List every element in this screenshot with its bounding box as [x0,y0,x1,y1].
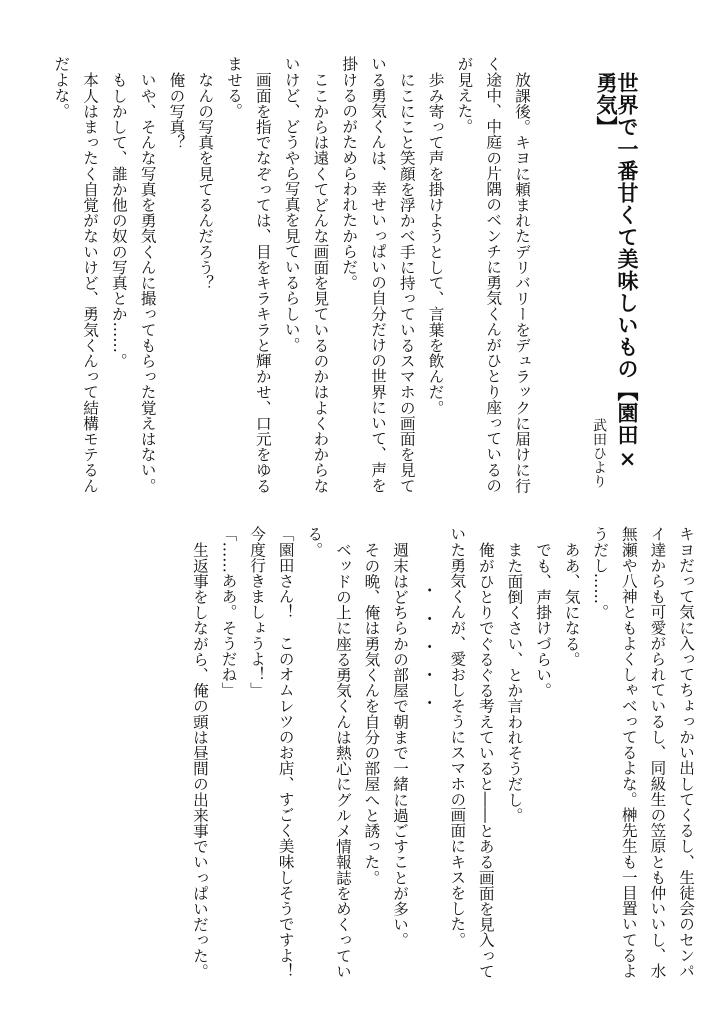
author-name: 武田ひより [591,418,607,488]
dialogue-line: 「……ああ。そうだね」 [219,526,238,698]
paragraph: ああ、気になる。 [562,541,581,667]
bottom-text-column [20,526,700,995]
scene-separator: ・・・・・ [419,582,438,723]
paragraph: 放課後。キヨに頼まれたデリバリーをデュラックに届けに行く途中、中庭の片隅のベンチに勇気くんがひとり座っているのが見えた。 [455,56,531,493]
dialogue-line: 「園田さん！ このオムレツのお店、すごく美味しそうですよ！ 今度行きましょうよ！」 [248,526,295,995]
paragraph: また面倒くさい、とか言われそうだし。 [505,541,524,823]
paragraph: 俺がひとりでぐるぐる考えていると――とある画面を見入っていた勇気くんが、愛おしそうにスマホの画面にキスをした。 [448,526,495,979]
paragraph: もしかして、誰か他の奴の写真とか……。 [109,71,128,368]
paragraph: 週末はどちらかの部屋で朝まで一緒に過ごすことが多い。 [391,541,410,948]
paragraph: なんの写真を見てるんだろう？ [196,71,215,290]
paragraph: でも、声掛けづらい。 [534,541,553,698]
paragraph: 画面を指でなぞっては、目をキラキラと輝かせ、口元をゆるませる。 [225,56,272,493]
paragraph: その晩、俺は勇気くんを自分の部屋へと誘った。 [362,541,381,885]
paragraph: にこにこと笑顔を浮かべ手に持っているスマホの画面を見ている勇気くんは、幸せいっぱいの自分だけの世界にいて、声を掛けるのがためらわれたからだ。 [340,56,416,493]
top-text-column [16,56,536,508]
paragraph: 歩み寄って声を掛けようとして、言葉を飲んだ。 [426,71,445,415]
paragraph: キヨだって気に入ってちょっかい出してくるし、生徒会のセンパイ達からも可愛がられているし、同級生の笠原とも仲いいし、水無瀬や八神ともよくしゃべってるよな。榊先生も一目置いてるようだし……。 [591,526,695,979]
paragraph: ベッドの上に座る勇気くんは熱心にグルメ情報誌をめくっている。 [305,526,352,979]
paragraph: 俺の写真？ [167,71,186,150]
paragraph: ここからは遠くてどんな画面を見ているのかはよくわからないけど、どうやら写真を見ているらしい。 [282,56,330,493]
paragraph: 本人はまったく自覚がないけど、勇気くんって結構モテるんだよな。 [52,56,100,493]
paragraph: いや、そんな写真を勇気くんに撮ってもらった覚えはない。 [138,71,157,493]
story-title: 世界で一番甘くて美味しいもの【園田×勇気】 [594,72,640,472]
paragraph: 生返事をしながら、俺の頭は昼間の出来事でいっぱいだった。 [190,541,209,979]
